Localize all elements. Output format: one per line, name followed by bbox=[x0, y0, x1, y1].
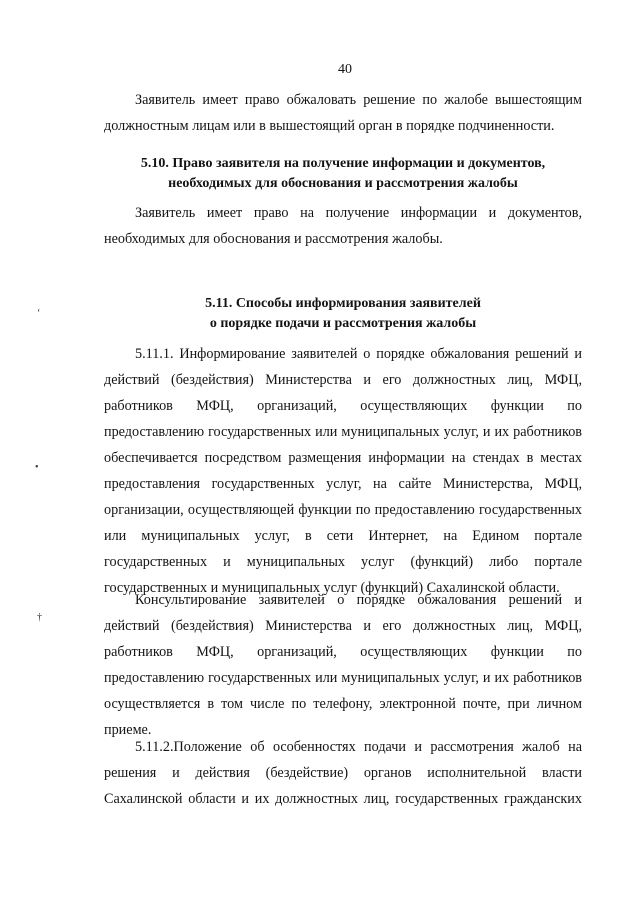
p1-line: работников МФЦ, организаций, осуществляющих функции по bbox=[104, 398, 582, 414]
scan-mark: † bbox=[37, 612, 42, 623]
p1-line: или муниципальных услуг, в сети Интернет, на Едином портале bbox=[104, 528, 582, 544]
intro-line-1: Заявитель имеет право обжаловать решение по жалобе вышестоящим bbox=[135, 92, 582, 108]
consulting-paragraph bbox=[104, 587, 582, 743]
p3-line: Сахалинской области и их должностных лиц, государственных гражданских bbox=[104, 791, 582, 807]
section-5-11-2-paragraph bbox=[104, 734, 582, 812]
p1-line: действий (бездействия) Министерства и его должностных лиц, МФЦ, bbox=[104, 372, 582, 388]
p2-line: приеме. bbox=[104, 722, 152, 738]
p1-line: организации, осуществляющей функции по предоставлению государственных bbox=[104, 502, 582, 518]
p3-line: 5.11.2.Положение об особенностях подачи и рассмотрения жалоб на bbox=[135, 739, 582, 755]
section-5-10-heading-line-2: необходимых для обоснования и рассмотрения жалобы bbox=[168, 176, 518, 191]
p1-line: государственных и муниципальных услуг (функций) либо портале bbox=[104, 554, 582, 570]
section-5-11-1-paragraph bbox=[104, 341, 582, 601]
p1-line: предоставления государственных услуг, на сайте Министерства, МФЦ, bbox=[104, 476, 582, 492]
p2-line: предоставлению государственных или муниципальных услуг, и их работников bbox=[104, 670, 582, 686]
section-5-10-para-line-1: Заявитель имеет право на получение информации и документов, bbox=[135, 205, 582, 221]
intro-line-2: должностным лицам или в вышестоящий орган в порядке подчиненности. bbox=[104, 118, 555, 134]
scan-mark: ‘ bbox=[37, 308, 41, 319]
section-5-11-heading-line-1: 5.11. Способы информирования заявителей bbox=[205, 296, 481, 311]
section-5-11-heading bbox=[104, 294, 582, 334]
p3-line: решения и действия (бездействие) органов исполнительной власти bbox=[104, 765, 582, 781]
p2-line: действий (бездействия) Министерства и его должностных лиц, МФЦ, bbox=[104, 618, 582, 634]
p2-line: Консультирование заявителей о порядке обжалования решений и bbox=[135, 592, 582, 608]
p2-line: осуществляется в том числе по телефону, электронной почте, при личном bbox=[104, 696, 582, 712]
section-5-10-paragraph bbox=[104, 200, 582, 252]
section-5-11-heading-line-2: о порядке подачи и рассмотрения жалобы bbox=[209, 316, 477, 331]
section-5-10-para-line-2: необходимых для обоснования и рассмотрения жалобы. bbox=[104, 231, 443, 247]
scan-mark: • bbox=[35, 462, 39, 473]
p1-line: государственных и муниципальных услуг (функций) Сахалинской области. bbox=[104, 580, 560, 596]
section-5-10-heading bbox=[104, 154, 582, 194]
section-5-10-heading-line-1: 5.10. Право заявителя на получение информации и документов, bbox=[140, 156, 546, 171]
p1-line: 5.11.1. Информирование заявителей о порядке обжалования решений и bbox=[135, 346, 582, 362]
p1-line: обеспечивается посредством размещения информации на стендах в местах bbox=[104, 450, 582, 466]
intro-paragraph bbox=[104, 87, 582, 139]
page-number: 40 bbox=[338, 62, 352, 77]
p1-line: предоставлению государственных или муниципальных услуг, и их работников bbox=[104, 424, 582, 440]
p2-line: работников МФЦ, организаций, осуществляющих функции по bbox=[104, 644, 582, 660]
